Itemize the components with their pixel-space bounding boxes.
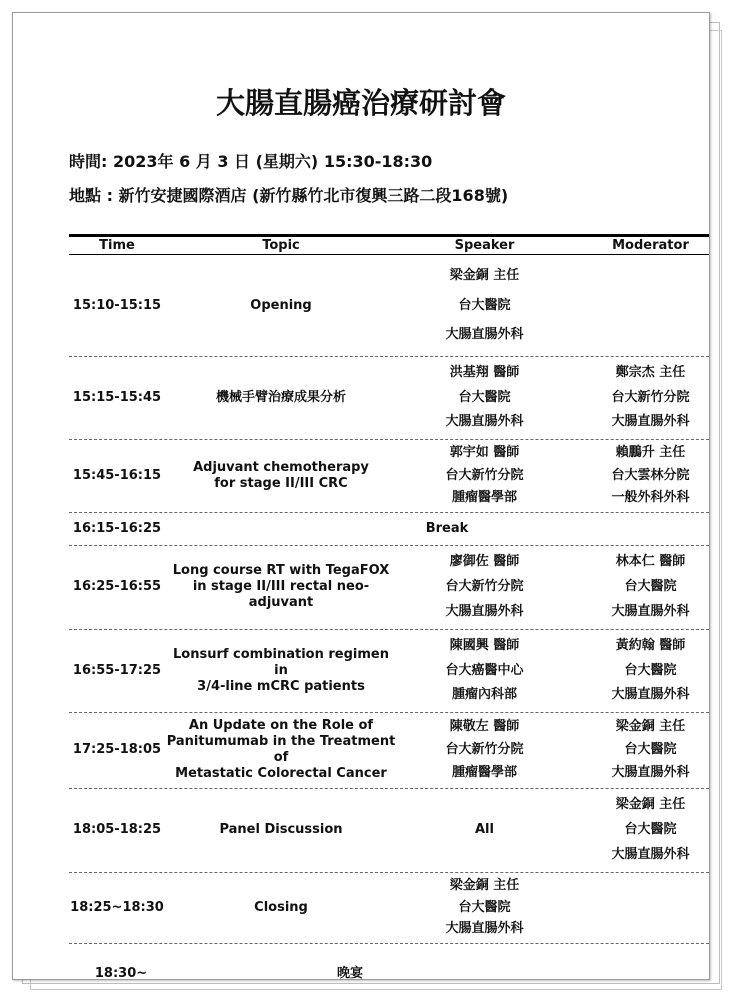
row-topic <box>165 255 397 356</box>
row-speaker <box>397 255 572 356</box>
row-speaker-line: 台大新竹分院 <box>445 742 524 757</box>
row-time: 15:45-16:15 <box>72 467 162 483</box>
row-topic <box>165 439 397 512</box>
agenda-page <box>12 12 710 980</box>
row-moderator-line: 台大雲林分院 <box>611 467 690 483</box>
row-speaker-line: 大腸直腸外科 <box>445 921 524 937</box>
page-title: 大腸直腸癌治療研討會 <box>215 86 506 120</box>
row-moderator-line: 梁金銅 主任 <box>615 797 686 812</box>
row-time: 17:25-18:05 <box>72 742 162 757</box>
agenda-table <box>69 234 710 980</box>
row-speaker-line: 陳國興 醫師 <box>449 637 520 653</box>
row-speaker-line: 腫瘤醫學部 <box>451 765 517 780</box>
table-row <box>69 545 710 630</box>
row-moderator <box>572 872 710 943</box>
row-time: 16:55-17:25 <box>72 662 162 678</box>
row-topic <box>165 356 397 439</box>
row-speaker-line: 台大醫院 <box>458 389 511 405</box>
event-location: 地點 : 新竹安捷國際酒店 (新竹縣竹北市復興三路二段168號) <box>69 186 509 205</box>
row-topic <box>165 872 397 943</box>
row-topic-line: Metastatic Colorectal Cancer <box>175 766 387 781</box>
table-row <box>69 356 710 440</box>
row-speaker-line: 洪基翔 醫師 <box>449 364 520 380</box>
row-topic <box>165 712 397 788</box>
row-moderator-line: 大腸直腸外科 <box>611 604 690 619</box>
row-moderator-line: 黃約翰 醫師 <box>615 637 686 653</box>
table-row <box>69 943 710 980</box>
row-speaker-line: 腫瘤內科部 <box>451 687 517 703</box>
row-topic <box>165 545 397 629</box>
row-time: 18:25~18:30 <box>70 899 164 915</box>
row-moderator-line: 台大醫院 <box>624 742 677 757</box>
row-speaker-line: 台大醫院 <box>458 297 511 313</box>
header-topic: Topic <box>262 238 300 253</box>
row-topic-line: Lonsurf combination regimen in <box>172 646 390 678</box>
table-row <box>69 629 710 713</box>
row-moderator-line: 一般外科外科 <box>611 489 690 505</box>
row-moderator-line: 大腸直腸外科 <box>611 847 690 862</box>
row-time: 18:30~ <box>94 966 148 980</box>
row-moderator <box>572 629 710 712</box>
row-topic <box>165 629 397 712</box>
row-moderator-line: 台大醫院 <box>624 822 677 837</box>
row-moderator <box>572 788 710 872</box>
row-speaker-line: 台大醫院 <box>458 899 511 915</box>
table-row <box>69 788 710 873</box>
row-topic-line: for stage II/III CRC <box>214 475 348 491</box>
row-break-label: 晚宴 <box>336 966 363 980</box>
row-moderator <box>572 545 710 629</box>
row-moderator-line: 鄭宗杰 主任 <box>615 364 686 380</box>
row-moderator-line: 大腸直腸外科 <box>611 687 690 703</box>
row-speaker-line: 大腸直腸外科 <box>445 414 524 430</box>
header-moderator: Moderator <box>612 238 689 253</box>
row-topic-line: 機械手臂治療成果分析 <box>215 389 346 405</box>
row-speaker-line: 陳敬左 醫師 <box>449 719 520 734</box>
table-row <box>69 872 710 944</box>
row-moderator-line: 賴鵬升 主任 <box>615 445 686 461</box>
row-speaker-line: 大腸直腸外科 <box>445 326 524 342</box>
row-time: 16:15-16:25 <box>72 520 162 536</box>
row-speaker-line: 梁金銅 主任 <box>449 268 520 284</box>
row-speaker <box>397 356 572 439</box>
row-topic-line: Adjuvant chemotherapy <box>193 459 369 475</box>
row-topic-line: Opening <box>250 297 312 313</box>
row-moderator <box>572 255 710 356</box>
row-speaker-line: 台大新竹分院 <box>445 579 524 594</box>
event-time: 時間: 2023年 6 月 3 日 (星期六) 15:30-18:30 <box>69 152 433 171</box>
row-time: 15:10-15:15 <box>72 297 162 313</box>
row-topic <box>165 788 397 872</box>
row-speaker <box>397 712 572 788</box>
row-speaker <box>397 872 572 943</box>
row-time: 15:15-15:45 <box>72 389 162 405</box>
row-moderator-line: 台大新竹分院 <box>611 389 690 405</box>
row-speaker <box>397 545 572 629</box>
row-moderator-line: 梁金銅 主任 <box>615 719 686 734</box>
row-topic-line: Long course RT with TegaFOX <box>172 563 390 578</box>
table-row <box>69 255 710 357</box>
table-row <box>69 512 710 546</box>
row-moderator-line: 大腸直腸外科 <box>611 765 690 780</box>
row-moderator-line: 台大醫院 <box>624 662 677 678</box>
row-topic-line: Panel Discussion <box>219 822 343 837</box>
row-speaker-line: All <box>475 822 494 837</box>
row-moderator <box>572 712 710 788</box>
header-time: Time <box>99 238 135 253</box>
row-time: 16:25-16:55 <box>72 579 162 594</box>
row-speaker-line: 台大癌醫中心 <box>445 662 524 678</box>
row-speaker-line: 郭宇如 醫師 <box>449 445 520 461</box>
row-moderator <box>572 439 710 512</box>
row-topic-line: in stage II/III rectal neo-adjuvant <box>192 579 370 610</box>
row-speaker-line: 大腸直腸外科 <box>445 604 524 619</box>
row-speaker <box>397 788 572 872</box>
table-row <box>69 439 710 513</box>
row-speaker-line: 廖御佐 醫師 <box>449 554 520 569</box>
row-speaker-line: 腫瘤醫學部 <box>451 489 517 505</box>
row-speaker-line: 台大新竹分院 <box>445 467 524 483</box>
row-speaker <box>397 439 572 512</box>
row-moderator-line: 林本仁 醫師 <box>615 554 686 569</box>
row-topic-line: Panitumumab in the Treatment of <box>166 734 396 765</box>
row-topic-line: An Update on the Role of <box>188 718 374 733</box>
row-moderator-line: 台大醫院 <box>624 579 677 594</box>
table-row <box>69 712 710 789</box>
row-break-label: Break <box>425 520 469 536</box>
header-speaker: Speaker <box>454 238 515 253</box>
row-moderator-line: 大腸直腸外科 <box>611 414 690 430</box>
row-topic-line: Closing <box>254 899 308 915</box>
row-time: 18:05-18:25 <box>72 822 162 837</box>
row-topic-line: 3/4-line mCRC patients <box>197 678 365 694</box>
row-moderator <box>572 356 710 439</box>
row-speaker-line: 梁金銅 主任 <box>449 877 520 893</box>
row-speaker <box>397 629 572 712</box>
